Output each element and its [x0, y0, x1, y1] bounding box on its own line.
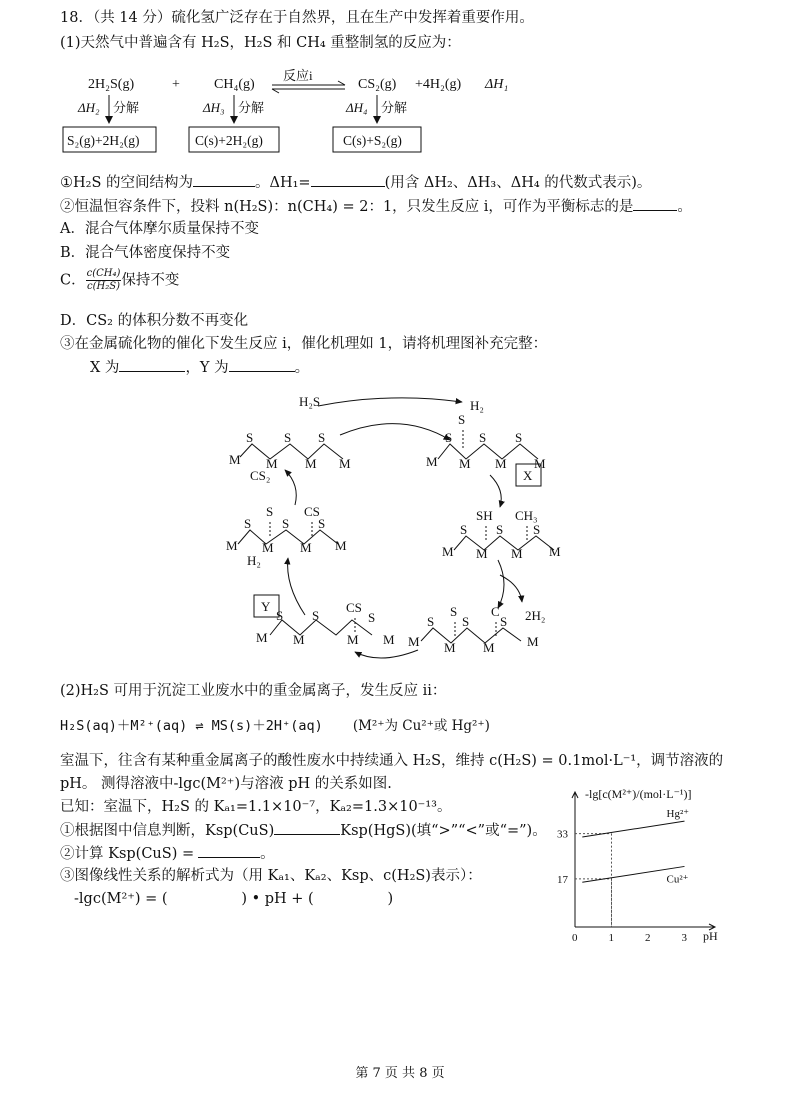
chart-xlabel: pH: [703, 929, 718, 943]
reaction-ii: [60, 716, 490, 736]
p2-line2: pH。 测得溶液中-lgc(M²⁺)与溶液 pH 的关系如图.: [60, 776, 392, 792]
svg-text:S: S: [312, 608, 320, 623]
chart-y-tick-33: 33: [557, 828, 568, 841]
q1a-blank-dh1[interactable]: [311, 172, 385, 187]
chart-legend-hg: Hg²⁺: [666, 808, 690, 821]
chart-legend-cu: Cu²⁺: [666, 873, 689, 886]
q1b: [60, 196, 692, 217]
q2a-blank[interactable]: [274, 820, 340, 835]
svg-text:M: M: [300, 540, 312, 555]
svg-text:M: M: [534, 456, 546, 471]
chart-axes: [572, 792, 715, 930]
svg-text:CS: CS: [304, 504, 320, 519]
part1-intro: (1)天然气中普遍含有 H₂S，H₂S 和 CH₄ 重整制氢的反应为：: [60, 35, 461, 51]
q2c-formula: -lgc(M²⁺) = ( ) • pH + ( ): [74, 891, 394, 907]
decomp-arrow-2: [202, 95, 264, 124]
svg-text:CH₃: CH₃: [515, 508, 538, 523]
svg-text:S: S: [445, 430, 453, 445]
complex-bottom-left: [256, 600, 395, 647]
svg-text:S: S: [318, 430, 326, 445]
cycle-arrow-right-down: [490, 475, 501, 507]
q1c-blank-y[interactable]: [229, 357, 295, 372]
cycle-cs2: CS₂: [250, 468, 271, 483]
q1b-post: 。: [677, 199, 692, 215]
scheme-plus: +: [172, 77, 180, 92]
cycle-arrow-to-top-right: [340, 424, 450, 440]
svg-text:M: M: [266, 456, 278, 471]
svg-text:M: M: [511, 546, 523, 561]
svg-text:S: S: [427, 614, 435, 629]
svg-text:M: M: [459, 456, 471, 471]
svg-text:M: M: [476, 546, 488, 561]
svg-text:S: S: [500, 614, 508, 629]
decomp-arrow-3: [345, 95, 407, 124]
q2b-blank[interactable]: [198, 843, 260, 858]
q1a-pre: ①H₂S 的空间结构为: [60, 175, 193, 191]
q1a-blank-structure[interactable]: [193, 172, 255, 187]
svg-text:M: M: [527, 634, 539, 649]
chart-x-tick-1: 1: [608, 932, 614, 944]
option-a: A．混合气体摩尔质量保持不变: [60, 221, 259, 237]
svg-text:S: S: [515, 430, 523, 445]
cycle-2h2: 2H₂: [525, 608, 546, 623]
svg-text:CS: CS: [346, 600, 362, 615]
scheme-dh2: ΔH₂: [78, 100, 100, 115]
q1c-blank-x[interactable]: [119, 357, 185, 372]
decomp-arrow-1: [77, 95, 139, 124]
svg-text:M: M: [426, 454, 438, 469]
chart-x-tick-0: 0: [572, 932, 578, 944]
q1c-sep: ，Y 为: [185, 360, 229, 376]
svg-text:S: S: [318, 516, 326, 531]
scheme-dh4: ΔH₄: [346, 100, 368, 115]
option-c: [60, 268, 179, 293]
q1c-x-label: X 为: [90, 360, 120, 376]
complex-bottom-right: [408, 604, 539, 655]
svg-text:S: S: [450, 604, 458, 619]
option-c-prefix: C．: [60, 272, 86, 289]
cycle-arrow-bottom: [355, 650, 418, 658]
reaction-ii-equation: H₂S(aq)＋M²⁺(aq) ⇌ MS(s)＋2H⁺(aq): [60, 718, 323, 734]
svg-text:M: M: [483, 640, 495, 655]
p2-line1: 室温下，往含有某种重金属离子的酸性废水中持续通入 H₂S，维持 c(H₂S) = 0.1mol·L⁻¹，调节溶液的: [60, 753, 724, 769]
scheme-box1-text: S₂(g)+2H₂(g): [67, 133, 140, 148]
chart-x-tick-2: 2: [645, 932, 651, 944]
part2-intro: (2)H₂S 可用于沉淀工业废水中的重金属离子，发生反应 ii：: [60, 683, 447, 699]
svg-text:S: S: [458, 412, 466, 427]
option-c-suffix: 保持不变: [121, 272, 180, 289]
q2a: [60, 820, 547, 841]
svg-text:S: S: [266, 504, 274, 519]
q1c: ③在金属硫化物的催化下发生反应 i，催化机理如 1，请将机理图补充完整：: [60, 336, 548, 352]
scheme-arrow-label: 反应i: [283, 68, 313, 83]
svg-text:S: S: [462, 614, 470, 629]
scheme-decomp-3: 分解: [381, 100, 408, 115]
scheme-dh3: ΔH₃: [203, 100, 225, 115]
cycle-arrow-top: [318, 398, 462, 406]
option-d: D．CS₂ 的体积分数不再变化: [60, 313, 249, 329]
svg-text:M: M: [444, 640, 456, 655]
scheme-reactant1: 2H₂S(g): [88, 77, 135, 92]
reaction-scheme: [0, 60, 800, 165]
svg-text:M: M: [383, 632, 395, 647]
cycle-arrow-left-up: [288, 558, 305, 615]
scheme-dh1: ΔH₁: [485, 77, 509, 92]
q2a-pre: ①根据图中信息判断，Ksp(CuS): [60, 823, 275, 839]
complex-top-left: [229, 430, 351, 471]
svg-text:M: M: [339, 456, 351, 471]
chart-x-tick-3: 3: [681, 932, 687, 944]
scheme-box2-text: C(s)+2H₂(g): [195, 133, 263, 148]
complex-middle-right: [442, 508, 561, 561]
q1a-mid: 。ΔH₁=: [255, 175, 311, 191]
q1a: [60, 172, 651, 193]
svg-text:M: M: [335, 538, 347, 553]
svg-text:M: M: [549, 544, 561, 559]
complex-middle-left: [226, 504, 347, 555]
svg-text:M: M: [408, 634, 420, 649]
ph-chart: [545, 780, 735, 950]
page-footer: 第 7 页 共 8 页: [355, 1066, 445, 1081]
svg-text:SH: SH: [476, 508, 493, 523]
svg-text:S: S: [496, 522, 504, 537]
svg-text:M: M: [262, 540, 274, 555]
q1b-pre: ②恒温恒容条件下，投料 n(H₂S)：n(CH₄) = 2：1，只发生反应 i，可作为平衡标志的是: [60, 199, 634, 215]
chart-y-tick-17: 17: [557, 873, 568, 886]
svg-text:M: M: [305, 456, 317, 471]
svg-text:M: M: [229, 452, 241, 467]
question-header: 18．（共 14 分）硫化氢广泛存在于自然界，且在生产中发挥着重要作用。: [60, 10, 534, 26]
cycle-arrow-left-top: [285, 470, 296, 505]
cycle-h2-left: H₂: [247, 553, 261, 568]
q1c-answer: [90, 357, 309, 378]
svg-text:M: M: [256, 630, 268, 645]
cycle-h2s: H₂S: [299, 394, 321, 409]
svg-text:S: S: [244, 516, 252, 531]
svg-text:S: S: [368, 610, 376, 625]
q1c-end: 。: [294, 360, 310, 376]
svg-text:M: M: [347, 632, 359, 647]
svg-text:C: C: [491, 604, 500, 619]
complex-top-right: [426, 412, 546, 471]
q2b-pre: ②计算 Ksp(CuS) =: [60, 846, 195, 862]
svg-text:S: S: [284, 430, 292, 445]
q2a-post: Ksp(HgS)(填“>”“<”或“=”)。: [340, 823, 547, 839]
box-x-label: X: [523, 468, 533, 483]
svg-text:S: S: [533, 522, 541, 537]
catalytic-cycle-diagram: [0, 380, 800, 675]
option-c-numerator: c(CH₄): [86, 268, 121, 279]
option-c-fraction: [86, 268, 122, 293]
scheme-decomp-2: 分解: [238, 100, 265, 115]
svg-text:M: M: [293, 632, 305, 647]
scheme-box3-text: C(s)+S₂(g): [343, 133, 402, 148]
reaction-ii-note: (M²⁺为 Cu²⁺或 Hg²⁺): [352, 718, 490, 734]
svg-text:S: S: [460, 522, 468, 537]
scheme-decomp-1: 分解: [113, 100, 140, 115]
cycle-arrow-right-lower: [498, 560, 504, 608]
svg-text:S: S: [276, 608, 284, 623]
chart-ylabel: -lg[c(M²⁺)/(mol·L⁻¹)]: [585, 787, 692, 801]
svg-text:M: M: [442, 544, 454, 559]
option-c-denominator: c(H₂S): [87, 281, 120, 292]
svg-text:M: M: [495, 456, 507, 471]
scheme-reactant2: CH₄(g): [214, 77, 255, 92]
scheme-product2: +4H₂(g): [415, 77, 462, 92]
box-y-label: Y: [261, 599, 271, 614]
p2-known: 已知：室温下，H₂S 的 Kₐ₁=1.1×10⁻⁷，Kₐ₂=1.3×10⁻¹³。: [60, 799, 452, 815]
cycle-h2-top: H₂: [470, 398, 484, 413]
q2b: [60, 843, 275, 864]
option-b: B．混合气体密度保持不变: [60, 245, 231, 261]
svg-text:M: M: [226, 538, 238, 553]
chart-series-hg: [582, 821, 684, 837]
q1b-blank[interactable]: [633, 196, 677, 211]
q2c: ③图像线性关系的解析式为（用 Kₐ₁、Kₐ₂、Ksp、c(H₂S)表示）：: [60, 868, 482, 884]
svg-text:S: S: [282, 516, 290, 531]
scheme-product1: CS₂(g): [358, 77, 397, 92]
svg-text:S: S: [246, 430, 254, 445]
svg-text:S: S: [479, 430, 487, 445]
q1a-post: (用含 ΔH₂、ΔH₃、ΔH₄ 的代数式表示)。: [384, 175, 652, 191]
q2b-post: 。: [260, 846, 275, 862]
